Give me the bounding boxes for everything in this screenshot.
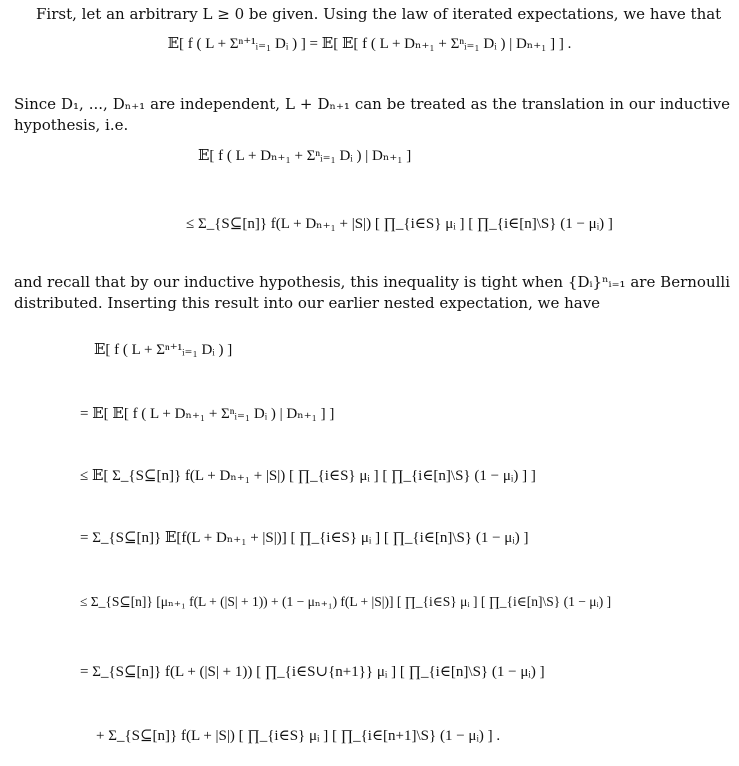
recall-paragraph: and recall that by our inductive hypothesis, this inequality is tight when {Dᵢ}ⁿᵢ₌₁ are Bernoulli distributed. Inserting this result into our earlier nested expectation, we have bbox=[14, 273, 730, 312]
eq3a-text: 𝔼[ f ( L + Σⁿ⁺¹ᵢ₌₁ Dᵢ ) ] bbox=[94, 342, 233, 358]
eq3e-text: ≤ Σ_{S⊆[n]} [μₙ₊₁ f(L + (|S| + 1)) + (1 − μₙ₊₁) f(L + |S|)] [ ∏_{i∈S} μᵢ ] [ ∏_{i∈[n]\S} (1 − μᵢ) ] bbox=[80, 594, 612, 609]
since-paragraph: Since D₁, ..., Dₙ₊₁ are independent, L + Dₙ₊₁ can be treated as the translation in our inductive hypothesis, i.e. bbox=[14, 95, 730, 134]
eq3d-text: = Σ_{S⊆[n]} 𝔼[f(L + Dₙ₊₁ + |S|)] [ ∏_{i∈S} μᵢ ] [ ∏_{i∈[n]\S} (1 − μᵢ) ] bbox=[80, 530, 529, 546]
eq3-line-e bbox=[80, 594, 611, 611]
eq3c-text: ≤ 𝔼[ Σ_{S⊆[n]} f(L + Dₙ₊₁ + |S|) [ ∏_{i∈S} μᵢ ] [ ∏_{i∈[n]\S} (1 − μᵢ) ] ] bbox=[80, 468, 536, 484]
eq2a-text: 𝔼[ f ( L + Dₙ₊₁ + Σⁿᵢ₌₁ Dᵢ ) | Dₙ₊₁ ] bbox=[198, 148, 412, 164]
eq3-line-g bbox=[96, 726, 500, 745]
eq1-text: 𝔼[ f ( L + Σⁿ⁺¹ᵢ₌₁ Dᵢ ) ] = 𝔼[ 𝔼[ f ( L + Dₙ₊₁ + Σⁿᵢ₌₁ Dᵢ ) | Dₙ₊₁ ] ] . bbox=[167, 36, 572, 52]
eq3-line-c bbox=[80, 466, 536, 485]
eq3-line-f bbox=[80, 662, 545, 681]
equation-iterated-expectation bbox=[0, 30, 739, 90]
eq3-line-d bbox=[80, 528, 529, 547]
eq2-line-lhs bbox=[198, 146, 411, 165]
eq3-line-b bbox=[80, 404, 334, 423]
eq3b-text: = 𝔼[ 𝔼[ f ( L + Dₙ₊₁ + Σⁿᵢ₌₁ Dᵢ ) | Dₙ₊₁ ] ] bbox=[80, 406, 335, 422]
intro-paragraph: First, let an arbitrary L ≥ 0 be given. Using the law of iterated expectations, we have that bbox=[36, 5, 722, 23]
eq3-line-a bbox=[94, 340, 232, 359]
eq2-line-bound bbox=[186, 214, 613, 233]
equation-inductive-hypothesis bbox=[0, 138, 739, 268]
equation-nested-chain bbox=[0, 322, 739, 766]
eq3g-text: + Σ_{S⊆[n]} f(L + |S|) [ ∏_{i∈S} μᵢ ] [ ∏_{i∈[n+1]\S} (1 − μᵢ) ] . bbox=[96, 728, 501, 744]
eq3f-text: = Σ_{S⊆[n]} f(L + (|S| + 1)) [ ∏_{i∈S∪{n+1}} μᵢ ] [ ∏_{i∈[n]\S} (1 − μᵢ) ] bbox=[80, 664, 545, 680]
eq2b-text: ≤ Σ_{S⊆[n]} f(L + Dₙ₊₁ + |S|) [ ∏_{i∈S} μᵢ ] [ ∏_{i∈[n]\S} (1 − μᵢ) ] bbox=[186, 216, 613, 232]
eq1-line bbox=[0, 34, 739, 53]
